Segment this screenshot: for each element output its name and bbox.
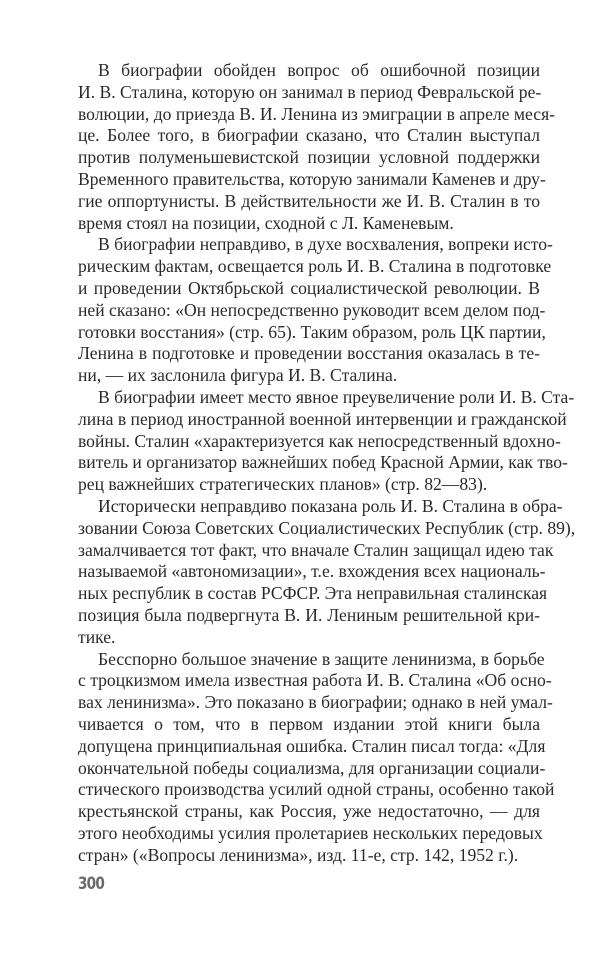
text-line: тике. [78,626,116,647]
paragraph [78,60,556,234]
text-line: стран» («Вопросы ленинизма», изд. 11-е, стр. 142, 1952 г.). [78,844,519,865]
text-line: рическим фактам, освещается роль И. В. Сталина в подготовке [78,256,552,277]
text-line: витель и организатор важнейших побед Красной Армии, как тво- [78,452,568,473]
text-line: позиция была подвергнута В. И. Лениным решительной кри- [78,604,540,625]
text-line: готовки восстания» (стр. 65). Таким образом, роль ЦК партии, [78,321,546,342]
text-line: крестьянской страны, как Россия, уже недостаточно, — для [78,801,540,822]
text-line: волюции, до приезда В. И. Ленина из эмиграции в апреле меся- [78,103,556,124]
text-line: Исторически неправдиво показана роль И. В. Сталина в обра- [98,495,563,516]
paragraph [78,234,553,387]
paragraph [78,648,555,867]
text-line: против полуменьшевистской позиции условной поддержки [78,147,540,168]
text-line: вах ленинизма». Это показано в биографии; однако в ней умал- [78,692,553,713]
paragraph [78,386,575,496]
text-line: называемой «автономизации», т.е. вхождения всех националь- [78,561,546,582]
text-line: время стоял на позиции, сходной с Л. Каменевым. [78,212,454,233]
text-line: чивается о том, что в первом издании этой книги была [78,713,540,734]
text-line: лина в период иностранной военной интервенции и гражданской [78,408,567,429]
text-line: Временного правительства, которую занимали Каменев и дру- [78,168,546,189]
text-line: зовании Союза Советских Социалистических Республик (стр. 89), [78,517,576,538]
text-line: ни, — их заслонила фигура И. В. Сталина. [78,365,398,386]
text-line: ней сказано: «Он непосредственно руководит всем делом под- [78,299,546,320]
text-line: Ленина в подготовке и проведении восстания оказалась в те- [78,343,540,364]
text-line: рец важнейших стратегических планов» (стр. 82—83). [78,474,488,495]
text-line: окончательной победы социализма, для организации социали- [78,757,546,778]
text-line: В биографии имеет место явное преувеличение роли И. В. Ста- [98,386,575,407]
text-line: стического производства усилий одной страны, особенно такой [78,779,555,800]
text-line: этого необходимы усилия пролетариев нескольких передовых [78,822,543,843]
text-line: с троцкизмом имела известная работа И. В. Сталина «Об осно- [78,670,552,691]
page-number: 300 [78,874,104,894]
text-line: гие оппортунисты. В действительности же И. В. Сталин в то [78,190,540,211]
text-line: допущена принципиальная ошибка. Сталин писал тогда: «Для [78,735,546,756]
text-line: и проведении Октябрьской социалистической революции. В [78,277,540,298]
page-body [78,60,576,866]
text-line: войны. Сталин «характеризуется как непосредственный вдохно- [78,430,561,451]
text-line: це. Более того, в биографии сказано, что Сталин выступал [78,125,540,146]
text-line: ных республик в состав РСФСР. Эта неправильная сталинская [78,583,548,604]
text-line: Бесспорно большое значение в защите ленинизма, в борьбе [98,648,545,669]
text-line: В биографии неправдиво, в духе восхваления, вопреки исто- [98,234,553,255]
text-line: замалчивается тот факт, что вначале Сталин защищал идею так [78,539,554,560]
paragraph [78,495,576,649]
text-line: И. В. Сталина, которую он занимал в период Февральской ре- [78,81,542,102]
text-line: В биографии обойден вопрос об ошибочной позиции [98,60,540,80]
